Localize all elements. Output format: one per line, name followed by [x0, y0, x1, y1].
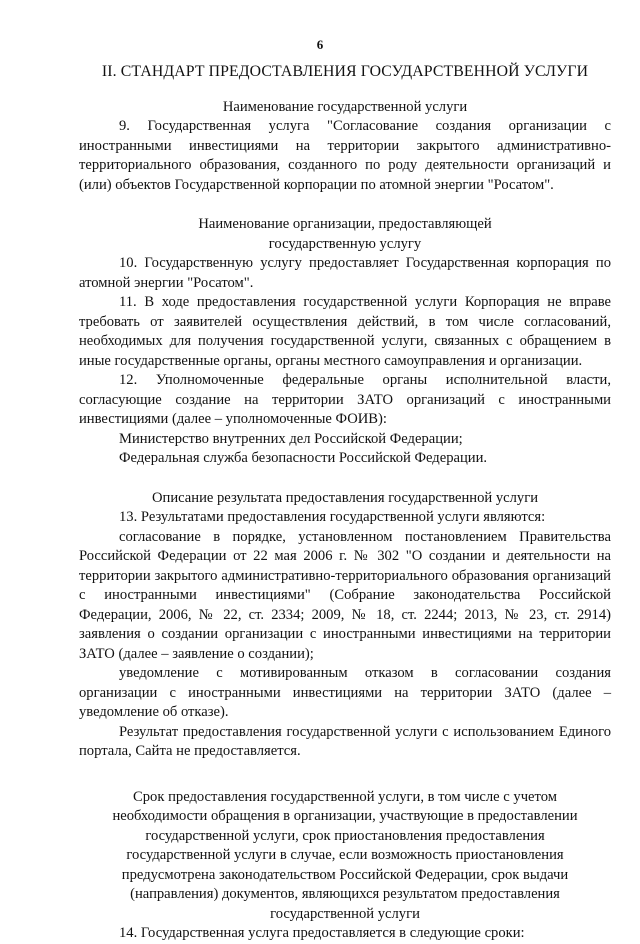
paragraph-12: 12. Уполномоченные федеральные органы исполнительной власти, согласующие создание на территории ЗАТО организаций с иностранными инвестициями (далее – уполномоченные ФОИВ):: [79, 372, 611, 427]
paragraph-13: 13. Результатами предоставления государственной услуги являются:: [119, 509, 546, 525]
paragraph-portal-result: Результат предоставления государственной услуги с использованием Единого портала, Сайта не предоставляется.: [79, 723, 611, 759]
section-title: II. СТАНДАРТ ПРЕДОСТАВЛЕНИЯ ГОСУДАРСТВЕННОЙ УСЛУГИ: [101, 63, 589, 80]
paragraph-10: 10. Государственную услугу предоставляет Государственная корпорация по атомной энергии "Росатом".: [79, 255, 611, 291]
heading-providing-organization: Наименование организации, предоставляющей государственную услугу: [198, 216, 492, 252]
paragraph-9: 9. Государственная услуга "Согласование создания организации с иностранными инвестициями на территории закрытого административно-территориального образования, созданного по роду деятельности организаций и (или) объектов Государственной корпорации по атомной энергии "Росатом".: [79, 118, 611, 193]
heading-service-name: Наименование государственной услуги: [222, 98, 468, 115]
page-number: 6: [316, 37, 324, 52]
heading-service-term: Срок предоставления государственной услуги, в том числе с учетом необходимости обращения в организации, участвующие в предоставлении государственной услуги, срок приостановления предоставления государственной услуги в случае, если возможность приостановления предусмотрена законодательством Российской Федерации, срок выдачи (направления) документов, являющихся результатом предоставления государственной услуги: [112, 788, 578, 922]
paragraph-14: 14. Государственная услуга предоставляется в следующие сроки:: [119, 925, 525, 941]
paragraph-approval: согласование в порядке, установленном постановлением Правительства Российской Федерации от 22 мая 2006 г. № 302 "О создании и деятельности на территории закрытого административно-территориального образования организаций с иностранными инвестициями" (Собрание законодательства Российской Федерации, 2006, № 22, ст. 2334; 2009, № 18, ст. 2244; 2013, № 23, ст. 2914) заявления о создании организации с иностранными инвестициями на территории ЗАТО (далее – заявление о создании);: [79, 528, 611, 662]
paragraph-refusal-notice: уведомление с мотивированным отказом в согласовании создания организации с иностранными инвестициями на территории ЗАТО (далее – уведомление об отказе).: [79, 665, 611, 720]
paragraph-11: 11. В ходе предоставления государственной услуги Корпорация не вправе требовать от заявителей осуществления действий, в том числе согласований, необходимых для получения государственной услуги, связанных с обращением в иные государственные органы, органы местного самоуправления и организации.: [79, 294, 611, 369]
paragraph-fsb: Федеральная служба безопасности Российской Федерации.: [119, 450, 488, 466]
heading-result-description: Описание результата предоставления государственной услуги: [151, 489, 539, 506]
paragraph-mvd: Министерство внутренних дел Российской Федерации;: [119, 430, 463, 447]
page-content: [79, 62, 611, 944]
